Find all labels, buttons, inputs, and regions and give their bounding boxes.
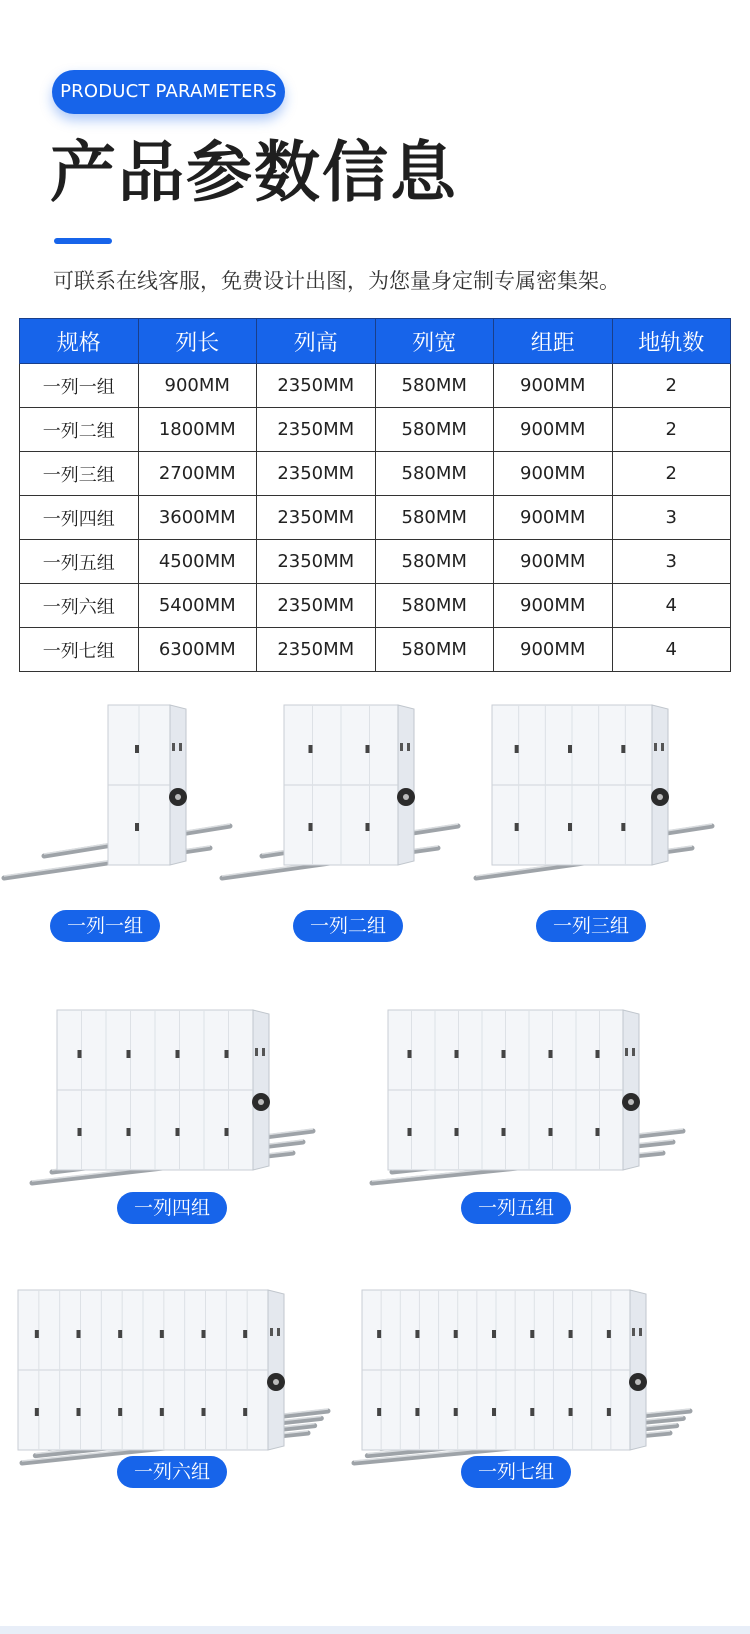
table-row <box>20 452 731 496</box>
lock-icon <box>366 823 370 831</box>
side-label-icon <box>400 743 403 751</box>
spec-table <box>19 318 731 672</box>
handle-hub-icon <box>628 1099 634 1105</box>
lock-icon <box>78 1128 82 1136</box>
lock-icon <box>549 1050 553 1058</box>
lock-icon <box>621 823 625 831</box>
lock-icon <box>607 1408 611 1416</box>
handle-hub-icon <box>657 794 663 800</box>
side-label-icon <box>179 743 182 751</box>
spec-header-cell: 列高 <box>257 319 376 364</box>
lock-icon <box>127 1050 131 1058</box>
lock-icon <box>77 1408 81 1416</box>
side-label-icon <box>625 1048 628 1056</box>
table-cell: 1800MM <box>138 408 257 452</box>
table-cell: 900MM <box>494 628 613 672</box>
table-cell: 一列五组 <box>20 540 139 584</box>
product-label: 一列七组 <box>461 1456 571 1488</box>
table-cell: 900MM <box>138 364 257 408</box>
lock-icon <box>377 1330 381 1338</box>
table-cell: 900MM <box>494 408 613 452</box>
shelving-drawing <box>218 690 468 890</box>
lock-icon <box>621 745 625 753</box>
table-cell: 580MM <box>375 452 494 496</box>
lock-icon <box>202 1408 206 1416</box>
lock-icon <box>596 1128 600 1136</box>
handle-hub-icon <box>175 794 181 800</box>
side-label-icon <box>277 1328 280 1336</box>
product-label: 一列四组 <box>117 1192 227 1224</box>
table-cell: 3 <box>612 540 731 584</box>
lock-icon <box>569 1408 573 1416</box>
lock-icon <box>309 745 313 753</box>
side-label-icon <box>661 743 664 751</box>
shelving-drawing <box>472 690 722 890</box>
lock-icon <box>492 1408 496 1416</box>
table-cell: 4500MM <box>138 540 257 584</box>
handle-hub-icon <box>403 794 409 800</box>
table-cell: 900MM <box>494 364 613 408</box>
table-cell: 580MM <box>375 496 494 540</box>
lock-icon <box>135 823 139 831</box>
shelving-illustration <box>218 690 468 890</box>
lock-icon <box>225 1050 229 1058</box>
spec-header-cell: 组距 <box>494 319 613 364</box>
lock-icon <box>225 1128 229 1136</box>
lock-icon <box>492 1330 496 1338</box>
table-cell: 一列二组 <box>20 408 139 452</box>
cabinet-side-panel <box>268 1290 284 1450</box>
table-cell: 一列七组 <box>20 628 139 672</box>
table-cell: 2350MM <box>257 364 376 408</box>
product-label: 一列六组 <box>117 1456 227 1488</box>
shelving-drawing <box>368 995 693 1195</box>
shelving-drawing <box>28 995 323 1195</box>
product-label: 一列二组 <box>293 910 403 942</box>
side-label-icon <box>255 1048 258 1056</box>
lock-icon <box>530 1330 534 1338</box>
lock-icon <box>160 1330 164 1338</box>
lock-icon <box>455 1128 459 1136</box>
lock-icon <box>454 1330 458 1338</box>
cabinet-side-panel <box>170 705 186 865</box>
table-cell: 900MM <box>494 452 613 496</box>
table-cell: 2350MM <box>257 408 376 452</box>
table-row <box>20 496 731 540</box>
lock-icon <box>415 1408 419 1416</box>
table-row <box>20 584 731 628</box>
table-cell: 580MM <box>375 408 494 452</box>
lock-icon <box>408 1050 412 1058</box>
spec-header-cell: 规格 <box>20 319 139 364</box>
side-label-icon <box>407 743 410 751</box>
handle-hub-icon <box>635 1379 641 1385</box>
lock-icon <box>515 745 519 753</box>
table-cell: 3 <box>612 496 731 540</box>
shelving-drawing <box>0 690 240 890</box>
shelving-drawing <box>350 1275 700 1475</box>
table-cell: 4 <box>612 628 731 672</box>
table-cell: 2 <box>612 408 731 452</box>
lock-icon <box>118 1408 122 1416</box>
table-cell: 5400MM <box>138 584 257 628</box>
table-cell: 580MM <box>375 540 494 584</box>
spec-header-cell: 列宽 <box>375 319 494 364</box>
table-cell: 2350MM <box>257 452 376 496</box>
lock-icon <box>35 1330 39 1338</box>
lock-icon <box>568 745 572 753</box>
lock-icon <box>454 1408 458 1416</box>
lock-icon <box>118 1330 122 1338</box>
lock-icon <box>415 1330 419 1338</box>
table-cell: 一列四组 <box>20 496 139 540</box>
lock-icon <box>377 1408 381 1416</box>
table-row <box>20 540 731 584</box>
spec-header-cell: 列长 <box>138 319 257 364</box>
shelving-illustration <box>350 1275 700 1475</box>
lock-icon <box>455 1050 459 1058</box>
table-row <box>20 408 731 452</box>
side-label-icon <box>262 1048 265 1056</box>
page-subtitle: 可联系在线客服，免费设计出图，为您量身定制专属密集架。 <box>53 269 620 293</box>
cabinet-side-panel <box>623 1010 639 1170</box>
lock-icon <box>502 1050 506 1058</box>
table-cell: 2 <box>612 452 731 496</box>
lock-icon <box>309 823 313 831</box>
lock-icon <box>35 1408 39 1416</box>
product-label: 一列三组 <box>536 910 646 942</box>
table-cell: 900MM <box>494 496 613 540</box>
table-cell: 一列一组 <box>20 364 139 408</box>
side-label-icon <box>270 1328 273 1336</box>
shelving-illustration <box>28 995 323 1195</box>
shelving-illustration <box>368 995 693 1195</box>
cabinet-side-panel <box>630 1290 646 1450</box>
table-cell: 2350MM <box>257 628 376 672</box>
lock-icon <box>408 1128 412 1136</box>
table-cell: 2350MM <box>257 496 376 540</box>
lock-icon <box>78 1050 82 1058</box>
lock-icon <box>366 745 370 753</box>
lock-icon <box>502 1128 506 1136</box>
table-cell: 580MM <box>375 628 494 672</box>
side-label-icon <box>654 743 657 751</box>
lock-icon <box>569 1330 573 1338</box>
lock-icon <box>243 1330 247 1338</box>
shelving-illustration <box>0 690 240 890</box>
page-title: 产品参数信息 <box>50 134 458 211</box>
lock-icon <box>515 823 519 831</box>
shelving-illustration <box>472 690 722 890</box>
table-cell: 900MM <box>494 584 613 628</box>
table-cell: 900MM <box>494 540 613 584</box>
spec-table-header-row <box>20 319 731 364</box>
section-tag: PRODUCT PARAMETERS <box>52 70 285 114</box>
product-label: 一列一组 <box>50 910 160 942</box>
shelving-drawing <box>18 1275 338 1475</box>
side-label-icon <box>632 1048 635 1056</box>
lock-icon <box>549 1128 553 1136</box>
table-cell: 一列六组 <box>20 584 139 628</box>
table-cell: 2 <box>612 364 731 408</box>
table-cell: 3600MM <box>138 496 257 540</box>
title-underline <box>54 238 112 244</box>
lock-icon <box>127 1128 131 1136</box>
lock-icon <box>596 1050 600 1058</box>
table-row <box>20 364 731 408</box>
handle-hub-icon <box>273 1379 279 1385</box>
side-label-icon <box>632 1328 635 1336</box>
table-cell: 2350MM <box>257 540 376 584</box>
table-cell: 4 <box>612 584 731 628</box>
side-label-icon <box>639 1328 642 1336</box>
side-label-icon <box>172 743 175 751</box>
lock-icon <box>77 1330 81 1338</box>
product-label: 一列五组 <box>461 1192 571 1224</box>
lock-icon <box>160 1408 164 1416</box>
lock-icon <box>135 745 139 753</box>
lock-icon <box>176 1050 180 1058</box>
lock-icon <box>176 1128 180 1136</box>
table-cell: 2350MM <box>257 584 376 628</box>
table-cell: 一列三组 <box>20 452 139 496</box>
lock-icon <box>607 1330 611 1338</box>
lock-icon <box>568 823 572 831</box>
cabinet-side-panel <box>398 705 414 865</box>
table-cell: 580MM <box>375 364 494 408</box>
cabinet-side-panel <box>253 1010 269 1170</box>
lock-icon <box>243 1408 247 1416</box>
shelving-illustration <box>18 1275 338 1475</box>
cabinet-side-panel <box>652 705 668 865</box>
spec-header-cell: 地轨数 <box>612 319 731 364</box>
bottom-band <box>0 1626 750 1634</box>
table-cell: 2700MM <box>138 452 257 496</box>
table-cell: 6300MM <box>138 628 257 672</box>
handle-hub-icon <box>258 1099 264 1105</box>
lock-icon <box>530 1408 534 1416</box>
lock-icon <box>202 1330 206 1338</box>
table-cell: 580MM <box>375 584 494 628</box>
table-row <box>20 628 731 672</box>
